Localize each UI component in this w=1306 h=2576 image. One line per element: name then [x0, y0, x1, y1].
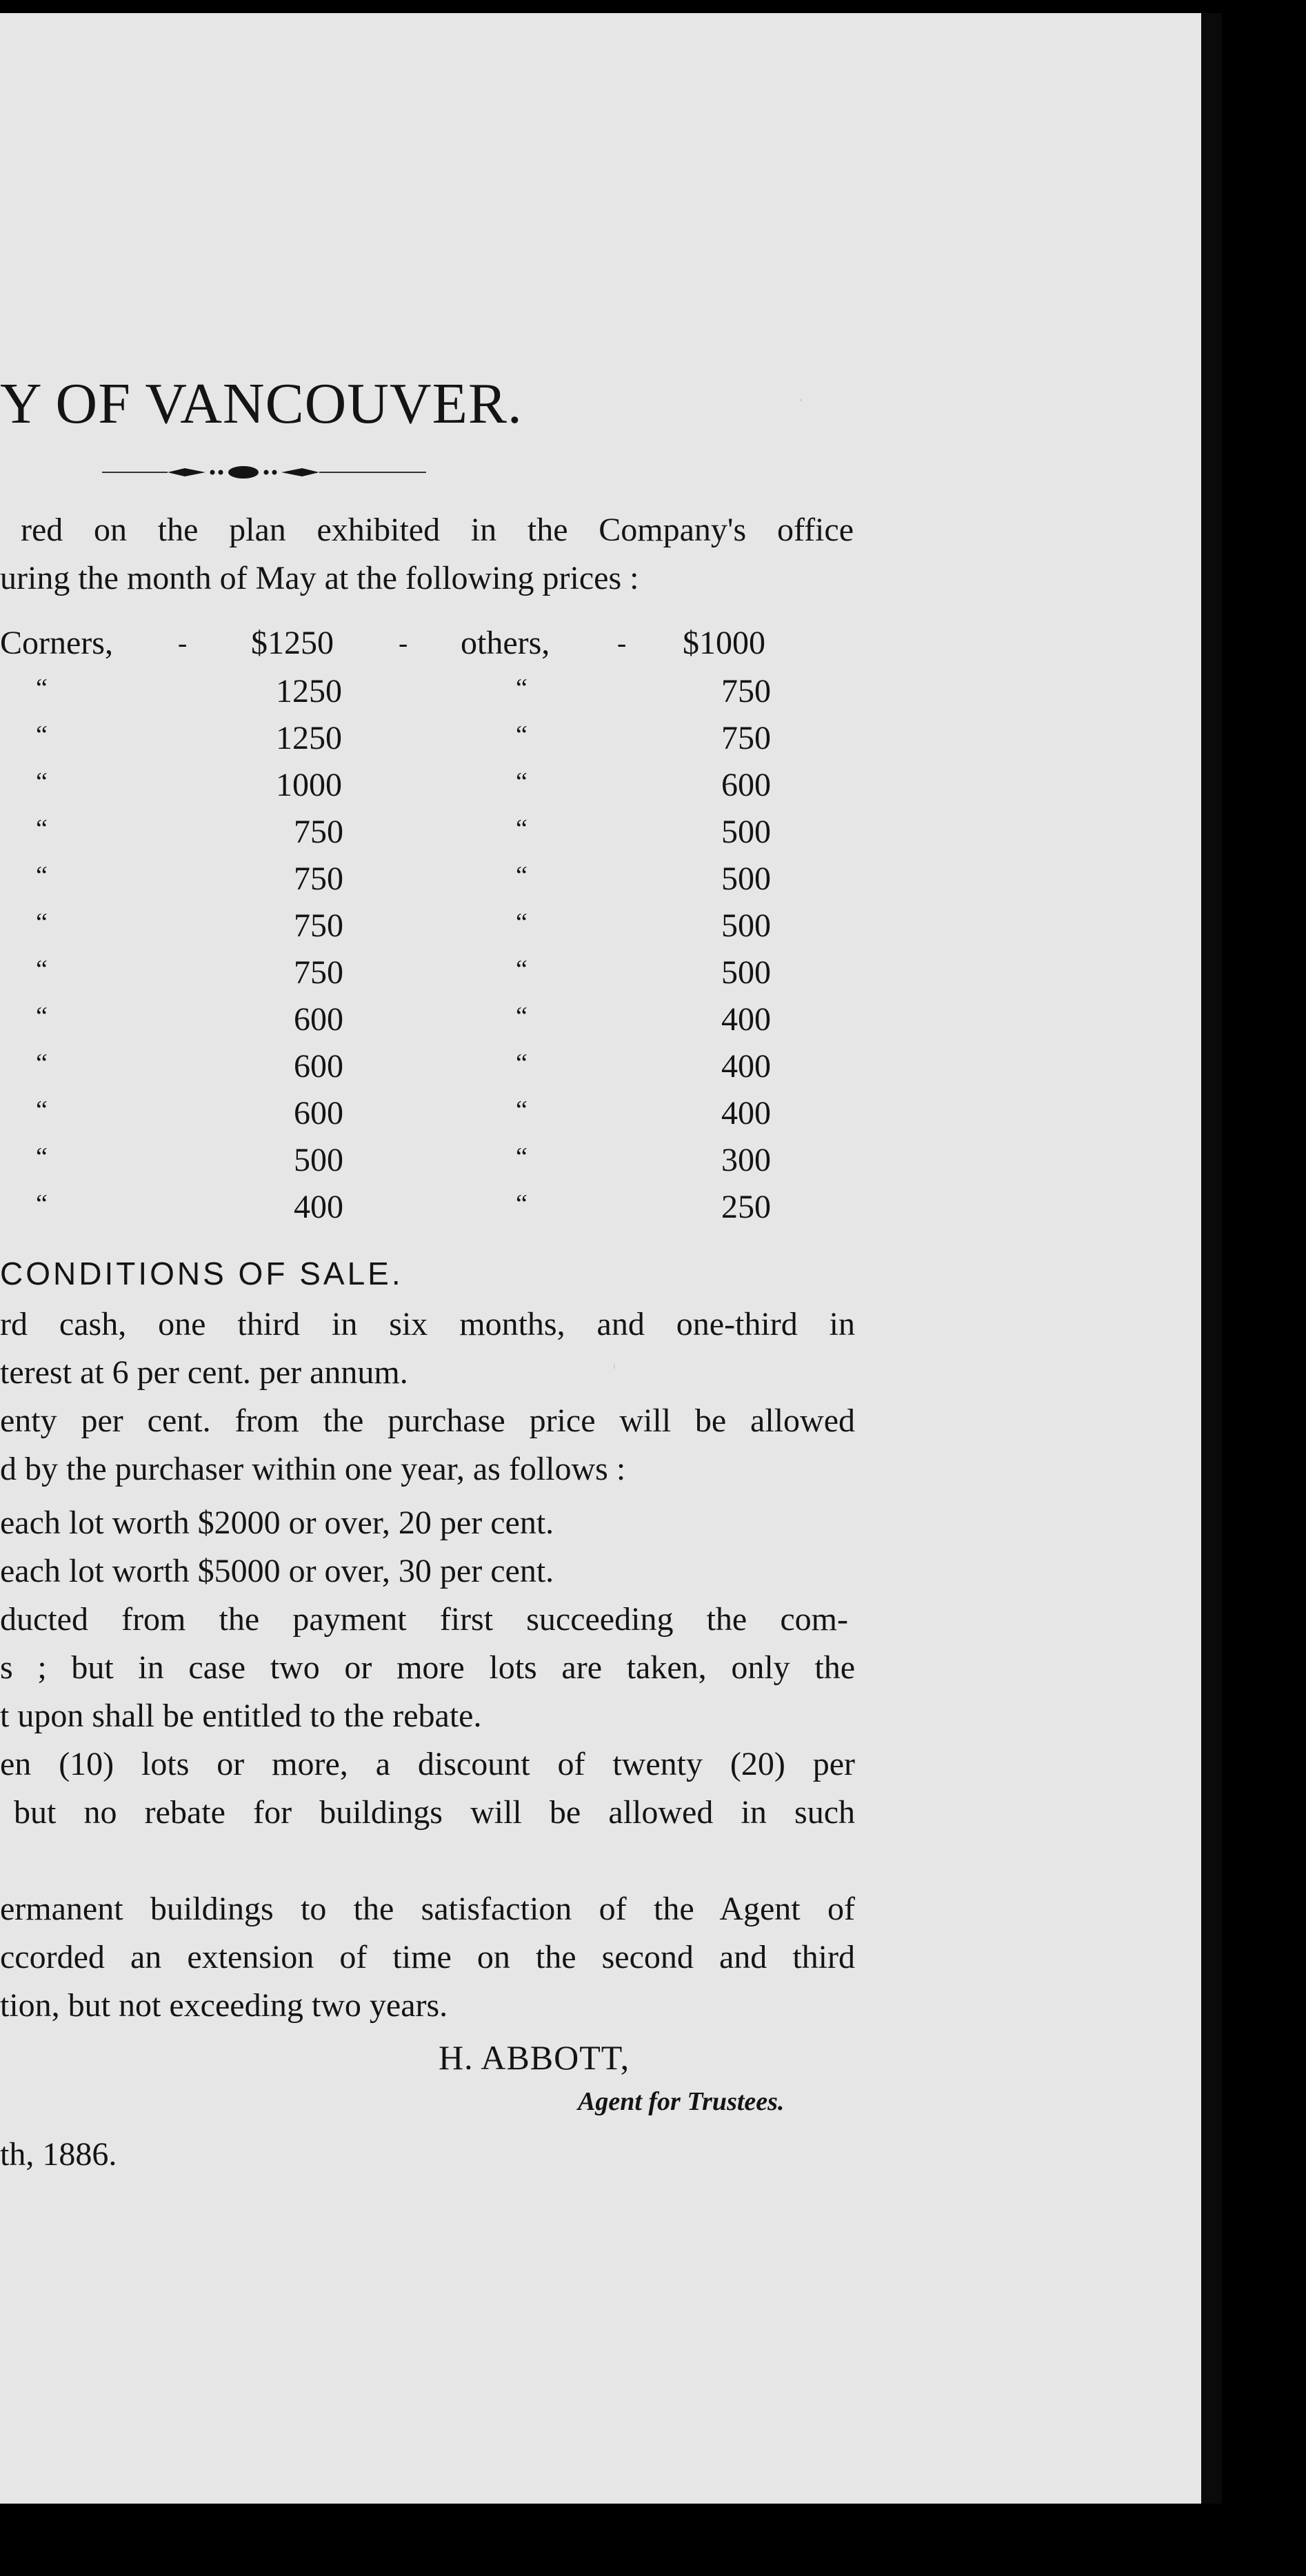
other-price: 500: [721, 954, 771, 991]
corner-price: 750: [294, 954, 343, 991]
ditto-mark: “: [516, 1096, 528, 1125]
ditto-mark: “: [516, 861, 528, 890]
ditto-mark: “: [516, 674, 528, 703]
conditions-heading: CONDITIONS OF SALE.: [0, 1256, 403, 1291]
signer-name: H. ABBOTT,: [439, 2038, 630, 2077]
ditto-mark: “: [516, 1189, 528, 1218]
other-price: 750: [721, 720, 771, 756]
ditto-mark: “: [516, 908, 528, 937]
condition-line: ducted from the payment first succeeding the com-: [0, 1601, 848, 1638]
other-price: 250: [721, 1189, 771, 1225]
ditto-mark: “: [36, 1189, 48, 1218]
condition-line: ermanent buildings to the satisfaction of the Agent of: [0, 1891, 855, 1927]
other-price: 400: [721, 1048, 771, 1085]
condition-line: enty per cent. from the purchase price will be allowed: [0, 1402, 855, 1439]
document-title: Y OF VANCOUVER.: [0, 372, 523, 436]
condition-line: t upon shall be entitled to the rebate.: [0, 1698, 482, 1734]
condition-line: ccorded an extension of time on the second and third: [0, 1939, 855, 1975]
others-header-label: others,: [461, 625, 550, 661]
condition-line: d by the purchaser within one year, as follows :: [0, 1451, 626, 1487]
ditto-mark: “: [516, 1049, 528, 1078]
corner-price: 750: [294, 861, 343, 897]
condition-line: en (10) lots or more, a discount of twenty (20) per: [0, 1746, 855, 1782]
ditto-mark: “: [516, 1143, 528, 1171]
corners-header-label: Corners,: [0, 625, 113, 661]
corner-price: 600: [294, 1095, 343, 1131]
corners-header-price: $1250: [251, 625, 334, 661]
other-price: 600: [721, 767, 771, 803]
ditto-mark: “: [516, 721, 528, 749]
corner-price: 500: [294, 1142, 343, 1178]
ditto-mark: “: [36, 1143, 48, 1171]
paper-speck: [800, 399, 802, 401]
intro-line-1: red on the plan exhibited in the Company's office: [21, 512, 854, 548]
corner-price: 750: [294, 814, 343, 850]
condition-line: each lot worth $2000 or over, 20 per cent.: [0, 1505, 554, 1541]
corner-price: 600: [294, 1048, 343, 1085]
condition-line: each lot worth $5000 or over, 30 per cent.: [0, 1553, 554, 1589]
condition-line: s ; but in case two or more lots are taken, only the: [0, 1649, 855, 1686]
other-price: 750: [721, 673, 771, 710]
ditto-mark: “: [516, 814, 528, 843]
page-edge: [1201, 13, 1222, 2504]
ditto-mark: “: [36, 1096, 48, 1125]
corner-price: 750: [294, 907, 343, 944]
other-price: 500: [721, 861, 771, 897]
ditto-mark: “: [516, 955, 528, 984]
others-header-price: $1000: [683, 625, 765, 661]
ditto-mark: “: [36, 955, 48, 984]
leader-dash: -: [617, 627, 627, 658]
signer-role: Agent for Trustees.: [578, 2087, 785, 2116]
other-price: 400: [721, 1095, 771, 1131]
ditto-mark: “: [36, 908, 48, 937]
paper-speck: [614, 1365, 615, 1369]
condition-line: but no rebate for buildings will be allowed in such: [14, 1794, 855, 1831]
title-ornament: [102, 464, 426, 481]
document-page: [0, 13, 1201, 2504]
intro-line-2: uring the month of May at the following prices :: [0, 560, 639, 596]
ditto-mark: “: [36, 861, 48, 890]
leader-dash: -: [399, 627, 408, 658]
ditto-mark: “: [36, 767, 48, 796]
ditto-mark: “: [36, 1049, 48, 1078]
ditto-mark: “: [36, 814, 48, 843]
other-price: 500: [721, 907, 771, 944]
condition-line: rd cash, one third in six months, and one-third in: [0, 1306, 855, 1342]
corner-price: 400: [294, 1189, 343, 1225]
document-date: th, 1886.: [0, 2136, 117, 2173]
other-price: 500: [721, 814, 771, 850]
corner-price: 600: [294, 1001, 343, 1038]
corner-price: 1000: [276, 767, 342, 803]
corner-price: 1250: [276, 720, 342, 756]
ditto-mark: “: [36, 721, 48, 749]
ditto-mark: “: [36, 674, 48, 703]
ditto-mark: “: [516, 767, 528, 796]
other-price: 300: [721, 1142, 771, 1178]
other-price: 400: [721, 1001, 771, 1038]
ditto-mark: “: [516, 1002, 528, 1031]
ditto-mark: “: [36, 1002, 48, 1031]
condition-line: tion, but not exceeding two years.: [0, 1987, 448, 2024]
condition-line: terest at 6 per cent. per annum.: [0, 1354, 408, 1391]
leader-dash: -: [178, 627, 188, 658]
corner-price: 1250: [276, 673, 342, 710]
